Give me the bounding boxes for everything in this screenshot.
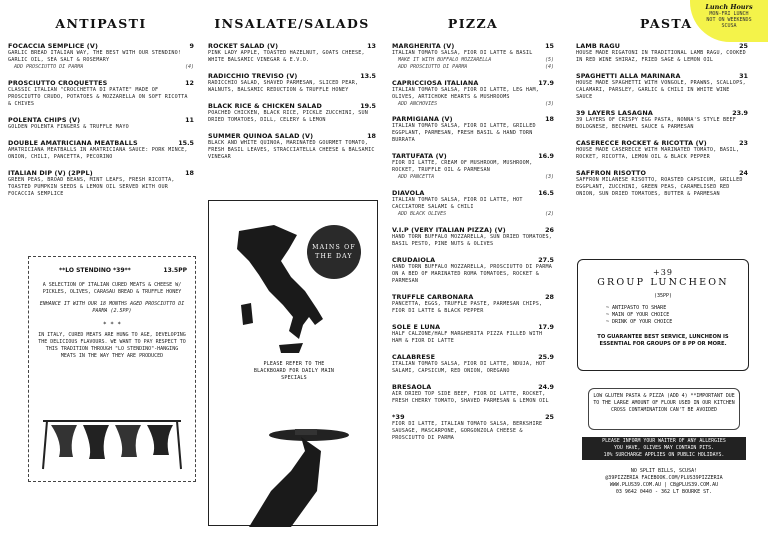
menu-item-description: FIOR DI LATTE, CREAM OF MUSHROOM, MUSHROOM, ROCKET, TRUFFLE OIL & PARMESAN	[392, 160, 533, 174]
menu-item-price: 12	[185, 78, 194, 87]
menu-item-name: MARGHERITA (V)	[392, 42, 455, 50]
pizza-column	[392, 0, 554, 450]
menu-item-name: CRUDAIOLA	[392, 255, 436, 264]
menu-item-description: GOLDEN POLENTA FINGERS & TRUFFLE MAYO	[8, 123, 129, 130]
menu-item-name: CAPRICCIOSA ITALIANA	[392, 78, 479, 87]
menu-item-description: AIR DRIED TOP SIDE BEEF, FIOR DI LATTE, ROCKET, FRESH CHERRY TOMATO, SHAVED PARMESAN & LEMON OIL	[392, 390, 549, 404]
menu-item-name: 39 LAYERS LASAGNA	[576, 109, 653, 117]
menu-item-description: ITALIAN TOMATO SALSA, FIOR DI LATTE, NDUJA, HOT SALAMI, CAPSICUM, RED ONION, OREGANO	[392, 360, 546, 374]
gluten-note: LOW GLUTEN PASTA & PIZZA (ADD 4) **IMPORTANT DUE TO THE LARGE AMOUNT OF FLOUR USED IN OUR KITCHEN CROSS CONTAMINATION CAN'T BE AVOIDED	[588, 388, 740, 430]
menu-item	[8, 42, 194, 71]
menu-item-description: CLASSIC ITALIAN "CROCCHETTA DI PATATE" MADE OF PROSCIUTTO CRUDO, POTATOES & MOZZARELLA ON SOFT RICOTTA & CHIVES	[8, 86, 188, 107]
menu-item-name: V.I.P (VERY ITALIAN PIZZA) (V)	[392, 225, 506, 234]
menu-item-price: 24	[739, 169, 748, 177]
menu-item	[208, 132, 376, 161]
stendino-stars: * * *	[102, 321, 122, 328]
menu-item-name: DOUBLE AMATRICIANA MEATBALLS	[8, 138, 138, 147]
mains-of-the-day-box	[208, 200, 378, 526]
group-price: (35PP)	[653, 293, 673, 299]
menu-item-price: 18	[185, 168, 194, 177]
menu-item-description: 39 LAYERS OF CRISPY EGG PASTA, NONNA'S STYLE BEEF BOLOGNESE, BECHAMEL SAUCE & PARMESAN	[576, 117, 737, 130]
menu-item	[8, 139, 194, 161]
badge-sub2: NOT ON WEEKENDS	[706, 17, 752, 23]
menu-item-name: CASERECCE ROCKET & RICOTTA (V)	[576, 139, 707, 147]
menu-item-price: 23.9	[732, 109, 748, 117]
menu-item-name: DIAVOLA	[392, 189, 425, 198]
menu-item-price: 27.5	[538, 255, 554, 264]
insalate-list	[208, 42, 376, 161]
menu-item-name: FOCACCIA SEMPLICE (V)	[8, 42, 99, 50]
stendino-name: **LO STENDINO *39**	[59, 267, 131, 274]
addon-price: (5)	[544, 57, 554, 63]
menu-item-price: 25	[545, 412, 554, 421]
menu-item	[576, 139, 748, 161]
menu-item-price: 11	[185, 115, 194, 124]
menu-item-description: HAND TORN BUFFALO MOZZARELLA, SUN DRIED TOMATOES, BASIL PESTO, PINE NUTS & OLIVES	[392, 233, 553, 247]
menu-item	[8, 169, 194, 198]
menu-item-price: 13.5	[360, 72, 376, 80]
menu-item-price: 18	[367, 132, 376, 140]
warning-line: PLEASE INFORM YOUR WAITER OF ANY ALLERGIES	[602, 438, 726, 444]
stendino-price: 13.5PP	[163, 267, 187, 274]
menu-item-name: BRESAOLA	[392, 382, 432, 391]
group-list-item: ~ DRINK OF YOUR CHOICE	[606, 319, 673, 325]
menu-item-name: *39	[392, 412, 405, 421]
menu-item-price: 13	[367, 42, 376, 50]
menu-item-price: 17.9	[538, 78, 554, 87]
badge-title: Lunch Hours	[705, 3, 753, 11]
menu-item-price: 25	[739, 42, 748, 50]
menu-item-description: PANCETTA, EGGS, TRUFFLE PASTE, PARMESAN CHIPS, FIOR DI LATTE & BLACK PEPPER	[392, 300, 543, 314]
menu-item-name: BLACK RICE & CHICKEN SALAD	[208, 102, 322, 110]
footer-social[interactable]: @39PIZZERIA FACEBOOK.COM/PLUS39PIZZERIA	[605, 475, 723, 481]
menu-item-price: 18	[545, 115, 554, 124]
menu-item-description: HOUSE MADE SPAGHETTI WITH VONGOLE, PRAWNS, SCALLOPS, CALAMARI, PARSLEY, GARLIC & CHILI IN WHITE WINE SAUCE	[576, 80, 746, 100]
menu-item-description: POACHED CHICKEN, BLACK RICE, PICKLE ZUCCHINI, SUN DRIED TOMATOES, DILL, CELERY & LEMON	[208, 110, 369, 123]
pasta-title: PASTA	[640, 16, 693, 31]
addon-label: ADD BLACK OLIVES	[398, 211, 447, 218]
menu-item-description: HOUSE MADE CASERECCE WITH MARINATED TOMATO, BASIL, ROCKET, RICOTTA, LEMON OIL & BLACK PEPPER	[576, 147, 740, 160]
allergy-warning	[582, 437, 746, 460]
menu-item	[576, 72, 748, 101]
menu-item	[8, 116, 194, 131]
menu-item-name: SAFFRON RISOTTO	[576, 169, 647, 177]
menu-item	[576, 42, 748, 64]
stendino-text1: A SELECTION OF ITALIAN CURED MEATS & CHEESE W/ PICKLES, OLIVES, CARASAU BREAD & TRUFFLE HONEY	[42, 282, 182, 295]
menu-item-name: PROSCIUTTO CROQUETTES	[8, 78, 108, 87]
menu-item-description: RADICCHIO SALAD, SHAVED PARMESAN, SLICED PEAR, WALNUTS, BALSAMIC REDUCTION & TRUFFLE HONEY	[208, 80, 359, 93]
menu-item-name: ROCKET SALAD (V)	[208, 42, 279, 50]
menu-item-addon	[392, 174, 554, 181]
menu-item-name: POLENTA CHIPS (V)	[8, 115, 81, 124]
group-list	[606, 305, 748, 326]
menu-item-description: GARLIC BREAD ITALIAN WAY, THE BEST WITH OUR STENDINO! GARLIC OIL, SEA SALT & ROSEMARY	[8, 50, 182, 63]
footer-line: NO SPLIT BILLS, SCUSA!	[630, 468, 698, 474]
menu-item	[392, 323, 554, 345]
mains-note: PLEASE REFER TO THE BLACKBOARD FOR DAILY MAIN SPECIALS	[253, 361, 335, 381]
menu-item-description: PINK LADY APPLE, TOASTED HAZELNUT, GOATS CHEESE, WHITE BALSAMIC VINEGAR & E.V.O.	[208, 50, 365, 63]
badge-sub3: SCUSA	[721, 23, 737, 29]
menu-item	[392, 413, 554, 442]
addon-price: (2)	[544, 211, 554, 218]
menu-item-description: FIOR DI LATTE, ITALIAN TOMATO SALSA, BERKSHIRE SAUSAGE, MASCARPONE, GORGONZOLA CHEESE & PROSCIUTTO DI PARMA	[392, 420, 543, 441]
menu-item-name: CALABRESE	[392, 352, 436, 361]
menu-item-price: 25.9	[538, 352, 554, 361]
addon-label: MAKE IT WITH BUFFALO MOZZARELLA	[398, 57, 492, 63]
menu-item-name: TARTUFATA (V)	[392, 152, 447, 161]
footer-address: 03 9642 0440 - 362 LT BOURKE ST.	[615, 489, 713, 495]
menu-item	[392, 226, 554, 248]
menu-item-description: GREEN PEAS, BROAD BEANS, MINT LEAFS, FRESH RICOTTA, TOASTED PUMPKIN SEEDS & LEMON OIL SERVED WITH OUR FOCACCIA SEMPLICE	[8, 176, 175, 197]
lo-stendino-box	[28, 256, 196, 482]
warning-line: 10% SURCHARGE APPLIES ON PUBLIC HOLIDAYS.	[603, 452, 725, 458]
menu-item-description: SAFFRON MILANESE RISOTTO, ROASTED CAPSICUM, GRILLED EGGPLANT, ZUCCHINI, GREEN PEAS, CARAMELISED RED ONION, SUN DRIED TOMATOES, BUTTER & PARMESAN	[576, 177, 743, 197]
menu-item-addon	[392, 57, 554, 64]
menu-item	[392, 256, 554, 285]
drying-rack-illustration	[33, 413, 191, 471]
menu-item-name: ITALIAN DIP (V) (2PPL)	[8, 168, 93, 177]
menu-item-description: HAND TORN BUFFALO MOZZARELLA, PROSCIUTTO DI PARMA ON A BED OF MARINATED ROMA TOMATOES, ROCKET & PARMESAN	[392, 263, 553, 284]
pizza-list	[392, 42, 554, 442]
menu-item-addon	[392, 64, 554, 71]
menu-item-price: 16.9	[538, 152, 554, 161]
menu-item-description: ITALIAN TOMATO SALSA, FIOR DI LATTE, HOT CACCIATORE SALAMI & CHILI	[392, 197, 523, 211]
group-luncheon-box	[577, 259, 749, 371]
menu-item	[392, 115, 554, 144]
menu-item-name: LAMB RAGU	[576, 42, 621, 50]
menu-item	[392, 152, 554, 181]
waiter-tray-illustration	[231, 411, 361, 527]
menu-item-addon	[392, 211, 554, 218]
menu-item-price: 9	[189, 42, 194, 50]
menu-item-name: RADICCHIO TREVISO (V)	[208, 72, 298, 80]
menu-item	[8, 79, 194, 108]
group-plus39: +39	[653, 268, 673, 277]
insalate-column	[208, 0, 376, 169]
menu-item-price: 15.5	[178, 138, 194, 147]
menu-item-description: HALF CALZONE/HALF MARGHERITA PIZZA FILLED WITH HAM & FIOR DI LATTE	[392, 330, 543, 344]
menu-item	[576, 169, 748, 198]
menu-item	[392, 293, 554, 315]
menu-item-description: HOUSE MADE RIGATONI IN TRADITIONAL LAMB RAGU, COOKED IN RED WINE SHIRAZ, FRIED SAGE & LEMON OIL	[576, 50, 746, 63]
menu-item	[392, 79, 554, 108]
addon-label: ADD PROSCIUTTO DI PARMA	[398, 63, 468, 70]
menu-item	[576, 109, 748, 131]
group-note: TO GUARANTEE BEST SERVICE, LUNCHEON IS ESSENTIAL FOR GROUPS OF 8 PP OR MORE.	[597, 334, 729, 347]
pasta-list	[576, 42, 748, 198]
addon-price: (4)	[184, 64, 194, 70]
stendino-text2: ENHANCE IT WITH OUR 18 MONTHS AGED PROSCIUTTO DI PARMA (2.5PP)	[39, 301, 185, 314]
group-title: GROUP LUNCHEON	[597, 277, 729, 288]
menu-item-name: SUMMER QUINOA SALAD (V)	[208, 132, 314, 140]
menu-item-description: ITALIAN TOMATO SALSA, FIOR DI LATTE, LEG HAM, OLIVES, ARTICHOKE HEARTS & MUSHROOMS	[392, 86, 540, 100]
menu-item-description: BLACK AND WHITE QUINOA, MARINATED GOURMET TOMATO, FRESH BASIL LEAVES, STRACCIATELLA CHEESE & BALSAMIC VINEGAR	[208, 140, 375, 160]
addon-label: ADD PROSCIUTTO DI PARMA	[14, 64, 84, 70]
pasta-column	[576, 0, 748, 206]
menu-item	[208, 102, 376, 124]
addon-label: ADD ANCHOVIES	[398, 100, 438, 107]
menu-item-price: 26	[545, 225, 554, 234]
pizza-title: PIZZA	[447, 16, 499, 31]
menu-item-price: 15	[545, 42, 554, 50]
footer	[582, 468, 746, 496]
menu-item	[208, 72, 376, 94]
stendino-text3: IN ITALY, CURED MEATS ARE HUNG TO AGE, DEVELOPING THE DELICIOUS FLAVOURS. WE WANT TO PAY RESPECT TO THIS TRADITION THROUGH "LO STENDINO"-HANGING MEATS IN THE WAY THEY ARE PRODUCED	[38, 332, 186, 359]
menu-item	[392, 353, 554, 375]
menu-item-price: 23	[739, 139, 748, 147]
menu-item	[392, 383, 554, 405]
menu-item-price: 24.9	[538, 382, 554, 391]
menu-item-addon	[8, 64, 194, 71]
mains-circle: MAINS OF THE DAY	[307, 225, 361, 279]
addon-price: (4)	[544, 63, 554, 70]
menu-item-price: 16.5	[538, 189, 554, 198]
menu-item-price: 19.5	[360, 102, 376, 110]
menu-item-description: ITALIAN TOMATO SALSA, FIOR DI LATTE & BASIL	[392, 50, 533, 56]
menu-item-description: ITALIAN TOMATO SALSA, FIOR DI LATTE, GRILLED EGGPLANT, PARMESAN, FRESH BASIL & HAND TORN BURRATA	[392, 123, 536, 144]
addon-label: ADD PANCETTA	[398, 174, 435, 181]
menu-item-name: TRUFFLE CARBONARA	[392, 292, 474, 301]
menu-item-name: SPAGHETTI ALLA MARINARA	[576, 72, 681, 80]
antipasti-title: ANTIPASTI	[55, 16, 147, 31]
menu-item	[392, 42, 554, 71]
menu-item-name: SOLE E LUNA	[392, 322, 441, 331]
group-list-item: ~ MAIN OF YOUR CHOICE	[606, 312, 670, 318]
badge-sub1: MON-FRI LUNCH	[709, 11, 749, 17]
addon-price: (3)	[544, 174, 554, 181]
warning-line: YOU HAVE, OLIVES MAY CONTAIN PITS.	[613, 445, 715, 451]
footer-web[interactable]: WWW.PLUS39.COM.AU | CB@PLUS39.COM.AU	[609, 482, 719, 488]
menu-item	[392, 189, 554, 218]
antipasti-column	[8, 0, 194, 206]
addon-price: (3)	[544, 100, 554, 107]
menu-item-price: 31	[739, 72, 748, 80]
menu-item-price: 17.9	[538, 322, 554, 331]
menu-item-description: AMATRICIANA MEATBALLS IN AMATRICIANA SAUCE: PORK MINCE, ONION, CHILI, PANCETTA, PECORINO	[8, 146, 188, 160]
menu-item-price: 28	[545, 292, 554, 301]
insalate-title: INSALATE/SALADS	[214, 16, 370, 31]
menu-item-addon	[392, 101, 554, 108]
menu-item-name: PARMIGIANA (V)	[392, 115, 453, 124]
antipasti-list	[8, 42, 194, 198]
menu-item	[208, 42, 376, 64]
group-list-item: ~ ANTIPASTO TO SHARE	[606, 305, 667, 311]
